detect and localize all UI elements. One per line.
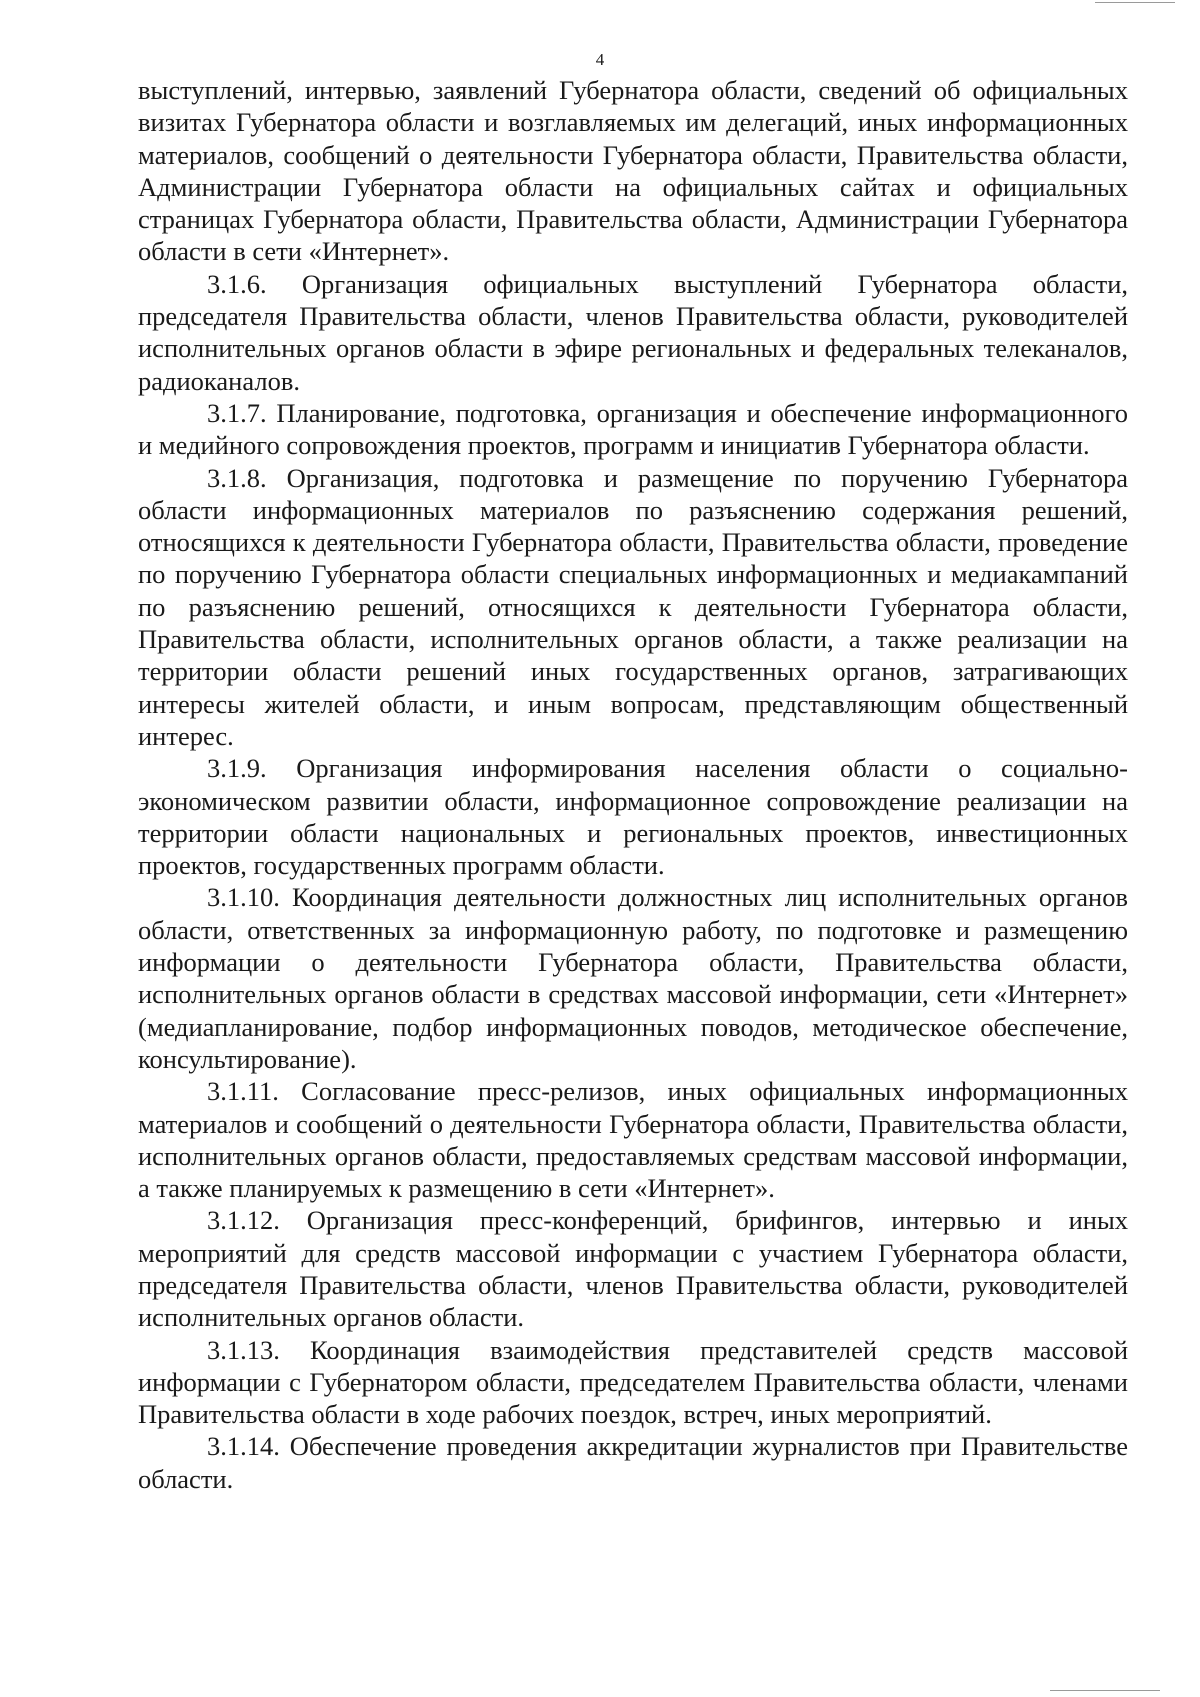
paragraph-3-1-13: 3.1.13. Координация взаимодействия представителей средств массовой информации с Губернатором области, председателем Правительства области, членами Правительства области в ходе рабочих поездок, встреч, иных мероприятий. (138, 1334, 1128, 1430)
paragraph-3-1-12: 3.1.12. Организация пресс-конференций, брифингов, интервью и иных мероприятий для средств массовой информации с участием Губернатора области, председателя Правительства области, членов Правительства области, руководителей исполнительных органов области. (138, 1205, 1128, 1333)
paragraph-3-1-14: 3.1.14. Обеспечение проведения аккредитации журналистов при Правительстве области. (138, 1431, 1128, 1494)
paragraph-3-1-8: 3.1.8. Организация, подготовка и размещение по поручению Губернатора области информационных материалов по разъяснению содержания решений, относящихся к деятельности Губернатора области, Правительства области, проведение по поручению Губернатора области специальных информационных и медиакампаний по разъяснению решений, относящихся к деятельности Губернатора области, Правительства области, исполнительных органов области, а также реализации на территории области решений иных государственных органов, затрагивающих интересы жителей области, и иным вопросам, представляющим общественный интерес. (138, 462, 1128, 751)
paragraph-3-1-10: 3.1.10. Координация деятельности должностных лиц исполнительных органов области, ответственных за информационную работу, по подготовке и размещению информации о деятельности Губернатора области, Правительства области, исполнительных органов области в средствах массовой информации, сети «Интернет» (медиапланирование, подбор информационных поводов, методическое обеспечение, консультирование). (138, 882, 1128, 1074)
scan-artifact-bottom (1050, 1690, 1160, 1691)
paragraph-3-1-7: 3.1.7. Планирование, подготовка, организация и обеспечение информационного и медийного сопровождения проектов, программ и инициатив Губернатора области. (138, 397, 1128, 461)
paragraph-3-1-6: 3.1.6. Организация официальных выступлений Губернатора области, председателя Правительства области, членов Правительства области, руководителей исполнительных органов области в эфире региональных и федеральных телеканалов, радиоканалов. (138, 268, 1128, 396)
scan-artifact-top (1095, 2, 1175, 3)
paragraph-3-1-9: 3.1.9. Организация информирования населения области о социально-экономическом развитии области, информационное сопровождение реализации на территории области национальных и региональных проектов, инвестиционных проектов, государственных программ области. (138, 753, 1128, 881)
paragraph-continuation: выступлений, интервью, заявлений Губернатора области, сведений об официальных визитах Губернатора области и возглавляемых им делегаций, иных информационных материалов, сообщений о деятельности Губернатора области, Правительства области, Администрации Губернатора области на официальных сайтах и официальных страницах Губернатора области, Правительства области, Администрации Губернатора области в сети «Интернет». (138, 75, 1128, 267)
document-body (138, 74, 1128, 1495)
paragraph-3-1-11: 3.1.11. Согласование пресс-релизов, иных официальных информационных материалов и сообщений о деятельности Губернатора области, Правительства области, исполнительных органов области, предоставляемых средствам массовой информации, а также планируемых к размещению в сети «Интернет». (138, 1076, 1128, 1204)
page-number: 4 (595, 50, 605, 69)
